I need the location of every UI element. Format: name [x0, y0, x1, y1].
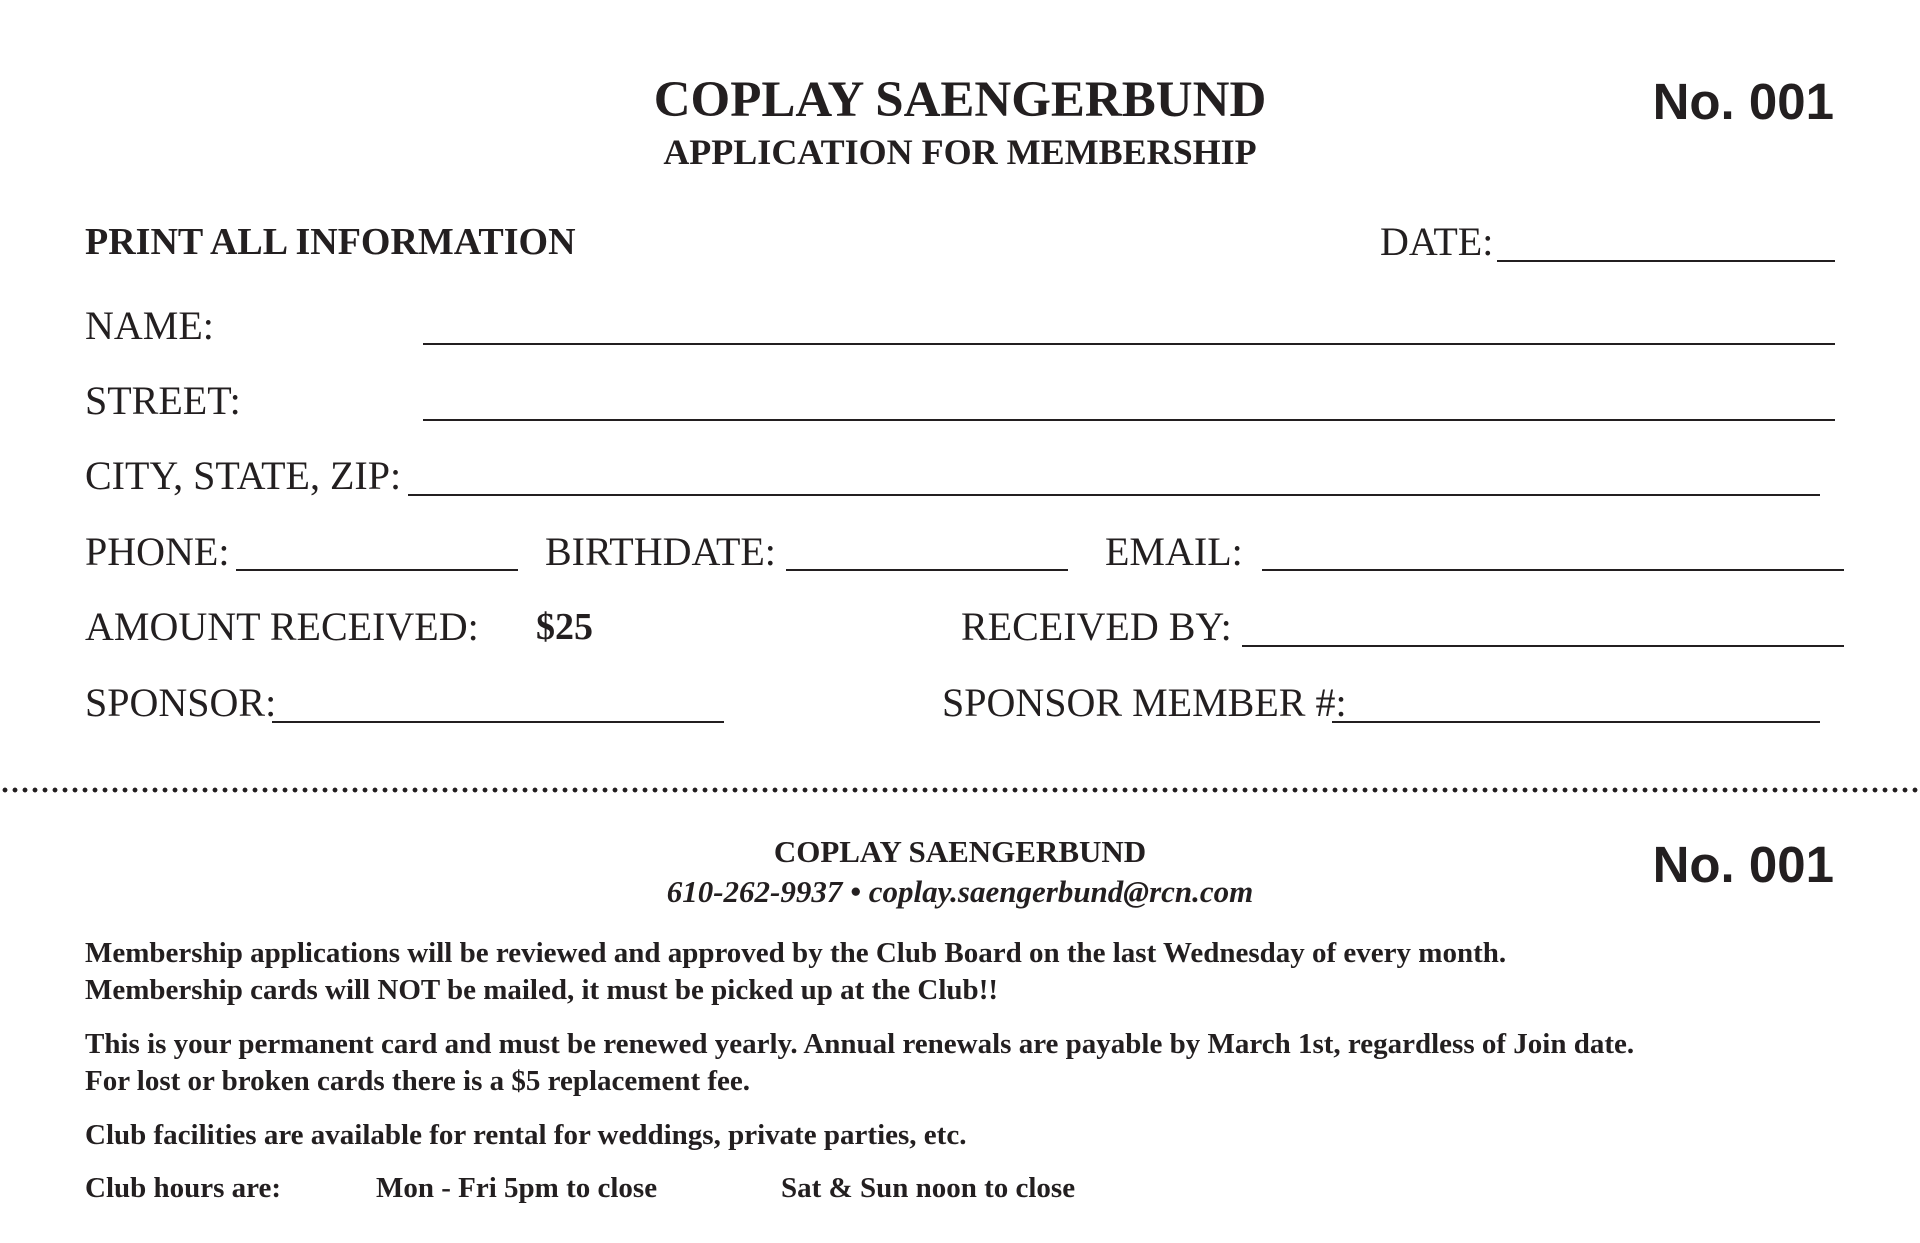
received-by-field[interactable]	[1242, 645, 1844, 647]
stub-para1-line2: Membership cards will NOT be mailed, it must be picked up at the Club!!	[85, 974, 999, 1006]
city-state-zip-field[interactable]	[408, 494, 1820, 496]
hours-weekday: Mon - Fri 5pm to close	[376, 1172, 658, 1204]
stub-form-number: No. 001	[1652, 836, 1834, 893]
print-instruction: PRINT ALL INFORMATION	[85, 221, 576, 263]
sponsor-label: SPONSOR:	[85, 680, 277, 725]
street-field[interactable]	[423, 419, 1835, 421]
form-subtitle: APPLICATION FOR MEMBERSHIP	[663, 132, 1257, 172]
date-label: DATE:	[1380, 219, 1494, 264]
email-field[interactable]	[1262, 569, 1844, 571]
stub-title: COPLAY SAENGERBUND	[773, 834, 1147, 869]
phone-label: PHONE:	[85, 529, 230, 574]
stub-para1-line1: Membership applications will be reviewed and approved by the Club Board on the last Wednesday of every month.	[85, 937, 1507, 969]
birthdate-label: BIRTHDATE:	[545, 529, 776, 574]
stub-para3: Club facilities are available for rental for weddings, private parties, etc.	[85, 1119, 967, 1151]
form-number: No. 001	[1652, 73, 1834, 130]
name-label: NAME:	[85, 303, 214, 348]
city-state-zip-label: CITY, STATE, ZIP:	[85, 453, 402, 498]
stub-para2-line2: For lost or broken cards there is a $5 replacement fee.	[85, 1065, 751, 1097]
stub-contact: 610-262-9937 • coplay.saengerbund@rcn.com	[666, 874, 1254, 909]
name-field[interactable]	[423, 343, 1835, 345]
sponsor-field[interactable]	[272, 721, 724, 723]
date-field[interactable]	[1497, 260, 1835, 262]
perforation-divider	[0, 787, 1920, 793]
received-by-label: RECEIVED BY:	[961, 604, 1232, 649]
form-title: COPLAY SAENGERBUND	[653, 72, 1267, 128]
email-label: EMAIL:	[1105, 529, 1243, 574]
phone-field[interactable]	[236, 569, 518, 571]
street-label: STREET:	[85, 378, 241, 423]
sponsor-member-field[interactable]	[1332, 721, 1820, 723]
hours-label: Club hours are:	[85, 1172, 282, 1204]
stub-para2-line1: This is your permanent card and must be renewed yearly. Annual renewals are payable by March 1st, regardless of Join date.	[85, 1028, 1635, 1060]
hours-weekend: Sat & Sun noon to close	[781, 1172, 1076, 1204]
sponsor-member-label: SPONSOR MEMBER #:	[942, 680, 1347, 725]
birthdate-field[interactable]	[786, 569, 1068, 571]
amount-received-value: $25	[536, 606, 593, 648]
amount-received-label: AMOUNT RECEIVED:	[85, 604, 479, 649]
